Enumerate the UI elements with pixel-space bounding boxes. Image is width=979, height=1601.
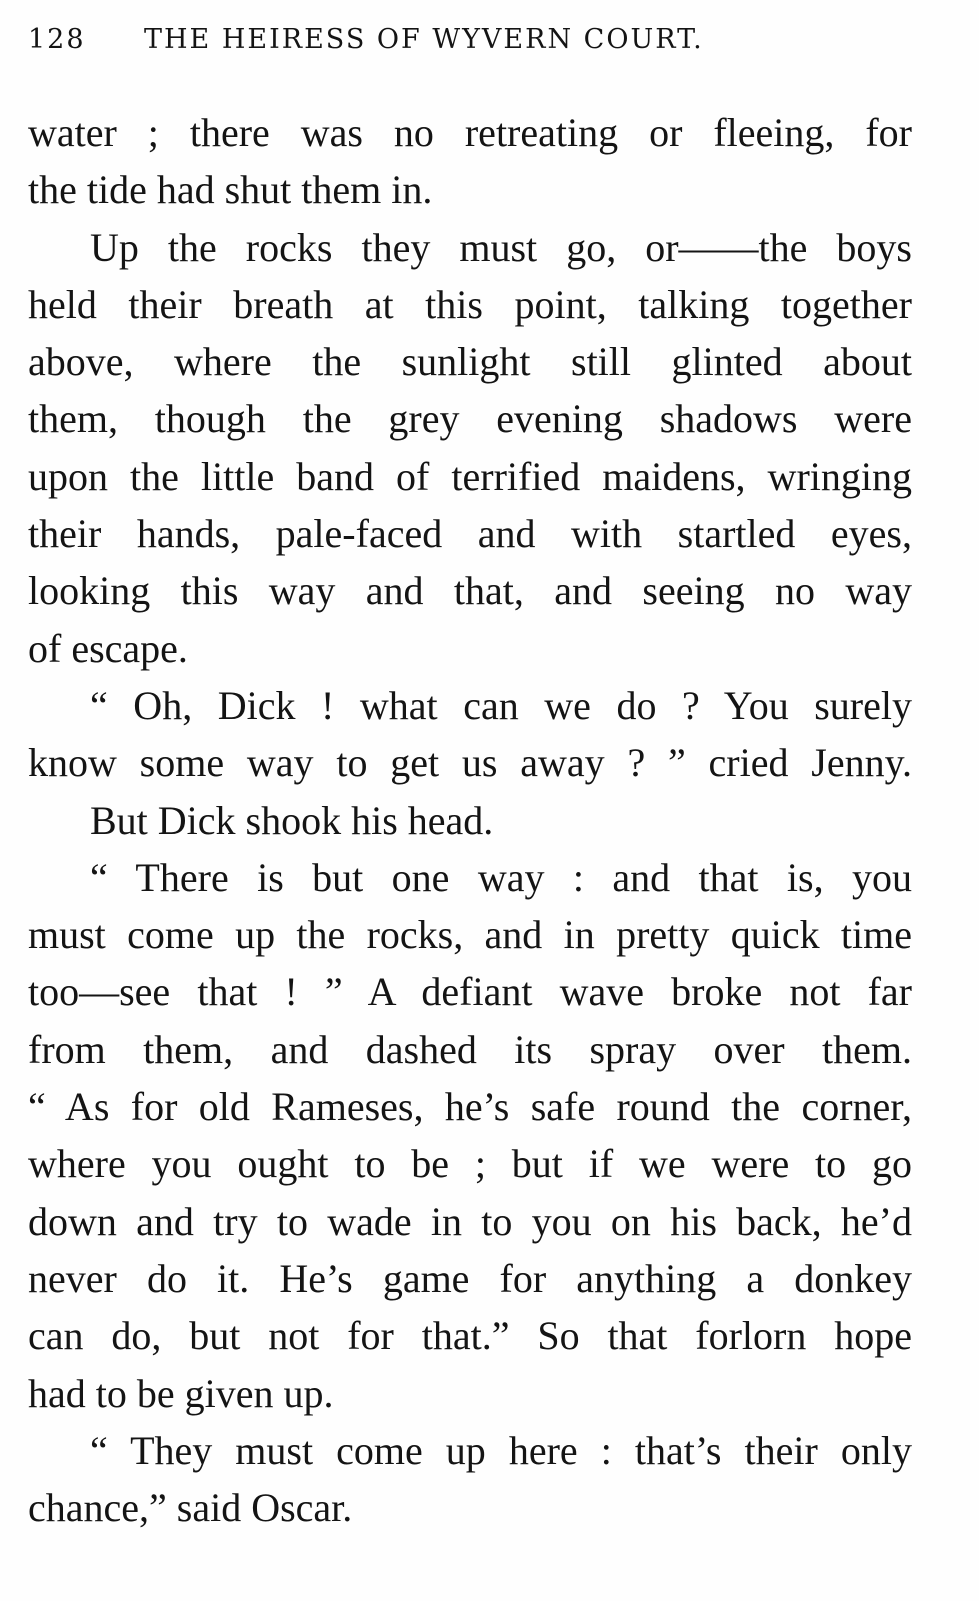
text-line: “ As for old Rameses, he’s safe round the corner, xyxy=(28,1084,912,1130)
running-title: THE HEIRESS OF WYVERN COURT. xyxy=(144,24,704,55)
body-text xyxy=(28,104,912,1536)
text-line: must come up the rocks, and in pretty quick time xyxy=(28,912,912,958)
text-line: water ; there was no retreating or fleeing, for xyxy=(28,110,912,155)
text-line: of escape. xyxy=(28,625,188,671)
text-line: held their breath at this point, talking together xyxy=(28,281,912,327)
page-header xyxy=(28,24,908,64)
text-line: chance,” said Oscar. xyxy=(28,1485,353,1531)
text-line: upon the little band of terrified maidens, wringing xyxy=(28,453,912,499)
text-line: the tide had shut them in. xyxy=(28,167,433,213)
text-line: down and try to wade in to you on his back, he’d xyxy=(28,1198,912,1244)
text-line: from them, and dashed its spray over them. xyxy=(28,1026,912,1072)
text-line: above, where the sunlight still glinted about xyxy=(28,339,912,385)
text-line: where you ought to be ; but if we were to go xyxy=(28,1141,912,1187)
text-line: looking this way and that, and seeing no way xyxy=(28,568,912,614)
text-line: can do, but not for that.” So that forlorn hope xyxy=(28,1313,912,1359)
text-line: their hands, pale-faced and with startled eyes, xyxy=(28,511,912,557)
page-number: 128 xyxy=(28,24,86,55)
text-line: Up the rocks they must go, or——the boys xyxy=(90,224,912,270)
text-line: never do it. He’s game for anything a donkey xyxy=(28,1255,912,1301)
text-line: “ There is but one way : and that is, you xyxy=(90,854,912,900)
text-line: know some way to get us away ? ” cried Jenny. xyxy=(28,740,912,786)
text-line: had to be given up. xyxy=(28,1370,334,1416)
text-line: them, though the grey evening shadows were xyxy=(28,396,912,442)
text-line: too—see that ! ” A defiant wave broke not far xyxy=(28,969,912,1015)
text-line: But Dick shook his head. xyxy=(90,797,494,843)
text-line: “ They must come up here : that’s their only xyxy=(90,1427,912,1473)
text-line: “ Oh, Dick ! what can we do ? You surely xyxy=(90,682,912,728)
